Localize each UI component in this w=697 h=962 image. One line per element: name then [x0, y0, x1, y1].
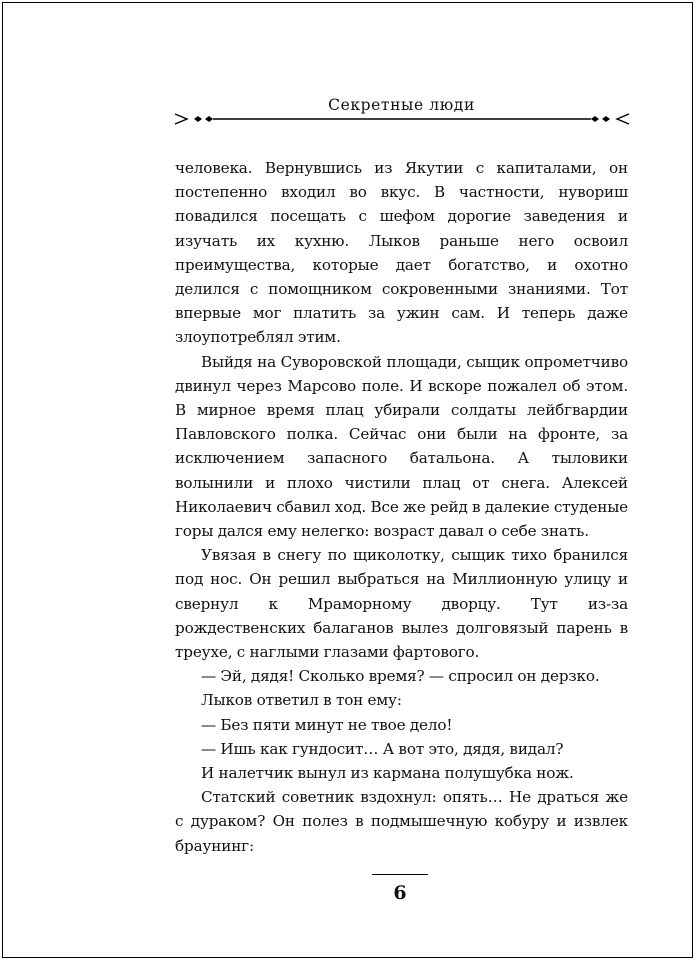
left-diamond-ornament	[194, 116, 202, 122]
page-number: 6	[393, 882, 407, 904]
body-text	[175, 156, 628, 858]
paragraph: человека. Вернувшись из Якутии с капиталами, он постепенно входил во вкус. В частности, нувориш повадился посещать с шефом дорогие заведения и изучать их кухню. Лыков раньше него освоил преимущества, которые дает богатство, и охотно делился с помощником сокровенными знаниями. Тот впервые мог платить за ужин сам. И теперь даже злоупотреблял этим.	[175, 159, 628, 347]
paragraph: Выйдя на Суворовской площади, сыщик опрометчиво двинул через Марсово поле. И вскоре пожалел об этом. В мирное время плац убирали солдаты лейбгвардии Павловского полка. Сейчас они были на фронте, за исключением запасного батальона. А тыловики волынили и плохо чистили плац от снега. Алексей Николаевич сбавил ход. Все же рейд в далекие студеные горы дался ему нелегко: возраст давал о себе знать.	[175, 352, 628, 541]
right-chevron-ornament	[617, 114, 629, 124]
header-ornament	[172, 112, 632, 126]
paragraph: Статский советник вздохнул: опять… Не драться же с дураком? Он полез в подмышечную кобуру и извлек браунинг:	[175, 788, 628, 855]
paragraph: — Эй, дядя! Сколько время? — спросил он дерзко.	[201, 667, 600, 686]
paragraph: Увязая в снегу по щиколотку, сыщик тихо бранился под нос. Он решил выбраться на Миллионную улицу и свернул к Мраморному дворцу. Тут из-за рождественских балаганов вылез долговязый парень в треухе, с наглыми глазами фартового.	[175, 546, 628, 662]
footer-rule	[372, 874, 428, 875]
right-diamond-ornament	[591, 116, 599, 122]
paragraph: — Без пяти минут не твое дело!	[201, 715, 453, 734]
running-head: Секретные люди	[328, 96, 475, 114]
left-diamond-ornament-2	[205, 116, 213, 122]
right-diamond-ornament-2	[602, 116, 610, 122]
paragraph: — Ишь как гундосит… А вот это, дядя, видал?	[201, 739, 564, 758]
left-chevron-ornament	[175, 114, 187, 124]
paragraph: Лыков ответил в тон ему:	[201, 691, 402, 710]
paragraph: И налетчик вынул из кармана полушубка нож.	[201, 764, 574, 783]
